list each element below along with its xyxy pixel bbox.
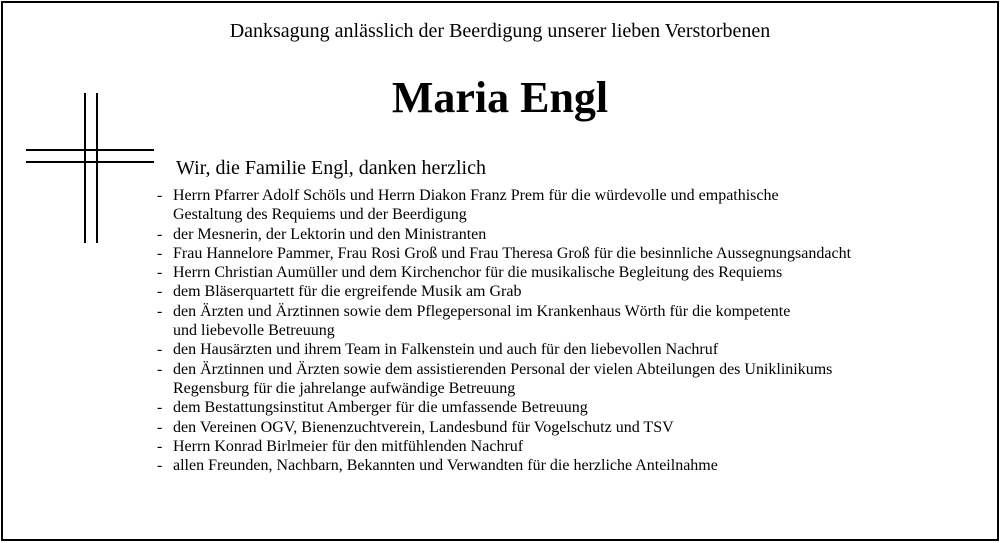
list-item-text: Frau Hannelore Pammer, Frau Rosi Groß und Frau Theresa Groß für die besinnliche Aussegnungsandacht: [173, 244, 852, 262]
list-item: [157, 437, 851, 456]
bullet-dash: -: [157, 360, 163, 378]
list-item-text: der Mesnerin, der Lektorin und den Ministranten: [173, 225, 487, 243]
bullet-dash: -: [157, 225, 163, 243]
bullet-dash: -: [157, 187, 163, 204]
list-item-text: den Hausärzten und ihrem Team in Falkenstein und auch für den liebevollen Nachruf: [173, 341, 719, 359]
list-item-text: dem Bestattungsinstitut Amberger für die umfassende Betreuung: [173, 399, 588, 417]
list-item-text: den Ärzten und Ärztinnen sowie dem Pflegepersonal im Krankenhaus Wörth für die kompetente und liebevolle Betreuung: [173, 302, 791, 340]
list-item: [157, 186, 851, 225]
bullet-dash: -: [157, 244, 163, 262]
list-item-text: Herrn Christian Aumüller und dem Kirchenchor für die musikalische Begleitung des Requiems: [173, 264, 783, 282]
list-item-text: dem Bläserquartett für die ergreifende Musik am Grab: [173, 283, 522, 301]
bullet-dash: -: [157, 341, 163, 359]
list-item-text: Herrn Konrad Birlmeier für den mitfühlenden Nachruf: [173, 437, 524, 455]
list-item: [157, 263, 851, 282]
bullet-dash: -: [157, 264, 163, 282]
list-item: [157, 225, 851, 244]
list-item-text: Herrn Pfarrer Adolf Schöls und Herrn Diakon Franz Prem für die würdevolle und empathische Gestaltung des Requiems und der Beerdigung: [173, 187, 779, 224]
thanks-list: [157, 186, 851, 475]
list-item-text: allen Freunden, Nachbarn, Bekannten und Verwandten für die herzliche Anteilnahme: [173, 457, 718, 475]
bullet-dash: -: [157, 399, 163, 417]
bullet-dash: -: [157, 302, 163, 320]
list-item: [157, 282, 851, 301]
list-item: [157, 398, 851, 417]
list-item: [157, 244, 851, 263]
list-item: [157, 418, 851, 437]
list-item-text: den Ärztinnen und Ärzten sowie dem assistierenden Personal der vielen Abteilungen des Uniklinikums Regensburg für die jahrelange aufwändige Betreuung: [173, 360, 833, 397]
bullet-dash: -: [157, 437, 163, 455]
list-item: [157, 302, 851, 341]
cross-icon: [26, 93, 154, 243]
list-item: [157, 456, 851, 475]
intro-text: Wir, die Familie Engl, danken herzlich: [176, 157, 486, 179]
notice-header: Danksagung anlässlich der Beerdigung unserer lieben Verstorbenen: [229, 20, 771, 42]
list-item: [157, 340, 851, 359]
list-item: [157, 360, 851, 399]
deceased-name: Maria Engl: [391, 73, 609, 122]
bullet-dash: -: [157, 283, 163, 301]
list-item-text: den Vereinen OGV, Bienenzuchtverein, Landesbund für Vogelschutz und TSV: [173, 418, 674, 436]
bullet-dash: -: [157, 418, 163, 436]
bullet-dash: -: [157, 457, 163, 475]
